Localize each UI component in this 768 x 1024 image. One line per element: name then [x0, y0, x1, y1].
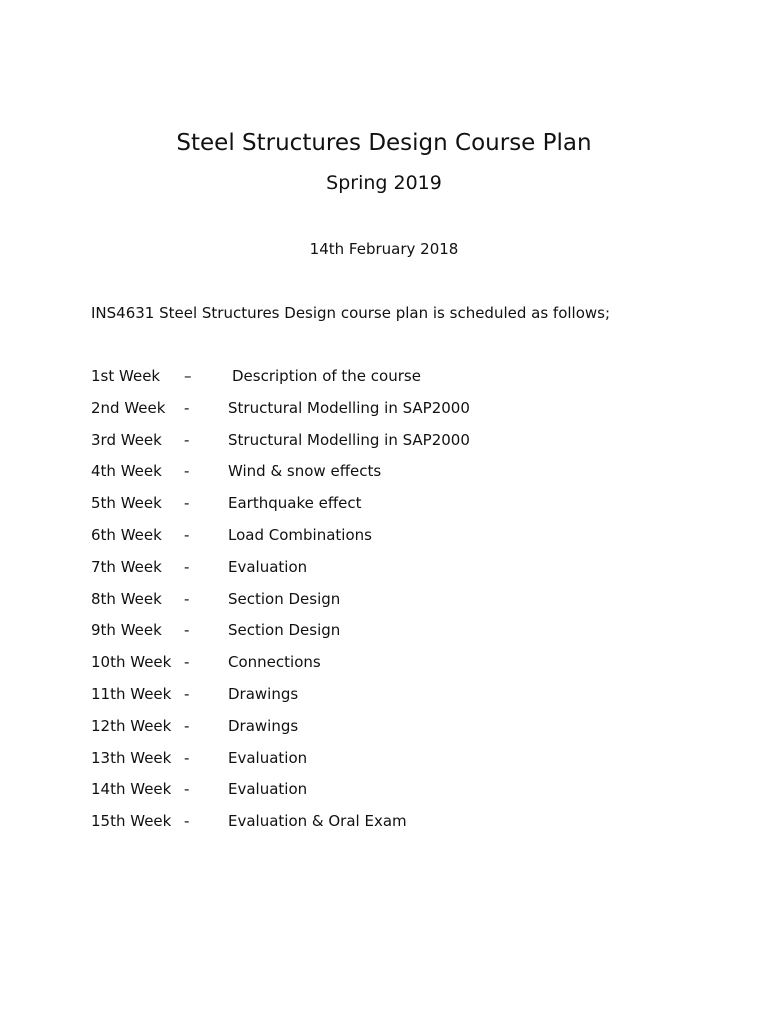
week-topic: Structural Modelling in SAP2000 [228, 398, 470, 417]
separator-dash: - [184, 812, 190, 831]
week-label: 15th Week [91, 812, 172, 831]
week-topic: Load Combinations [228, 525, 372, 544]
schedule-row-week-11 [91, 684, 691, 716]
week-topic: Evaluation [228, 557, 308, 576]
week-topic: Drawings [228, 684, 299, 703]
separator-dash: - [184, 780, 190, 799]
week-label: 8th Week [91, 589, 162, 608]
week-topic: Drawings [228, 716, 299, 735]
separator-dash: - [184, 398, 190, 417]
separator-dash: - [184, 557, 190, 576]
separator-dash: - [184, 748, 190, 767]
week-label: 3rd Week [91, 430, 162, 449]
separator-dash: - [184, 525, 190, 544]
schedule-row-week-10 [91, 652, 691, 684]
week-label: 10th Week [91, 653, 172, 672]
week-topic: Evaluation [228, 780, 308, 799]
schedule-row-week-6 [91, 525, 691, 557]
schedule-row-week-12 [91, 716, 691, 748]
week-label: 2nd Week [91, 398, 166, 417]
schedule-row-week-4 [91, 461, 691, 493]
schedule-row-week-8 [91, 589, 691, 621]
week-topic: Connections [228, 653, 321, 672]
week-label: 11th Week [91, 684, 172, 703]
separator-dash: - [184, 684, 190, 703]
week-topic: Wind & snow effects [228, 462, 382, 481]
separator-dash: - [184, 653, 190, 672]
separator-dash: - [184, 462, 190, 481]
schedule-row-week-1 [91, 366, 691, 398]
document-subtitle: Spring 2019 [326, 172, 442, 194]
week-label: 7th Week [91, 557, 162, 576]
schedule-row-week-9 [91, 620, 691, 652]
week-label: 13th Week [91, 748, 172, 767]
separator-dash: - [184, 430, 190, 449]
week-topic: Structural Modelling in SAP2000 [228, 430, 470, 449]
week-label: 14th Week [91, 780, 172, 799]
course-schedule [91, 366, 691, 843]
schedule-row-week-5 [91, 493, 691, 525]
week-topic: Description of the course [232, 367, 421, 385]
schedule-row-week-3 [91, 430, 691, 462]
intro-paragraph: INS4631 Steel Structures Design course plan is scheduled as follows; [91, 304, 611, 322]
schedule-row-week-15 [91, 811, 691, 843]
week-topic: Section Design [228, 621, 341, 640]
schedule-row-week-14 [91, 779, 691, 811]
separator-dash: - [184, 716, 190, 735]
week-topic: Evaluation & Oral Exam [228, 812, 407, 831]
schedule-row-week-13 [91, 748, 691, 780]
separator-dash: - [184, 589, 190, 608]
schedule-row-week-2 [91, 398, 691, 430]
week-label: 6th Week [91, 525, 162, 544]
week-label: 4th Week [91, 462, 162, 481]
week-label: 5th Week [91, 494, 162, 513]
week-topic: Section Design [228, 589, 341, 608]
separator-dash: - [184, 494, 190, 513]
week-label: 12th Week [91, 716, 172, 735]
separator-dash: - [184, 621, 190, 640]
week-topic: Earthquake effect [228, 494, 362, 513]
document-title: Steel Structures Design Course Plan [176, 130, 592, 156]
document-date: 14th February 2018 [309, 240, 459, 258]
schedule-row-week-7 [91, 557, 691, 589]
separator-dash: – [184, 367, 192, 385]
week-topic: Evaluation [228, 748, 308, 767]
week-label: 9th Week [91, 621, 162, 640]
week-label: 1st Week [91, 367, 161, 385]
